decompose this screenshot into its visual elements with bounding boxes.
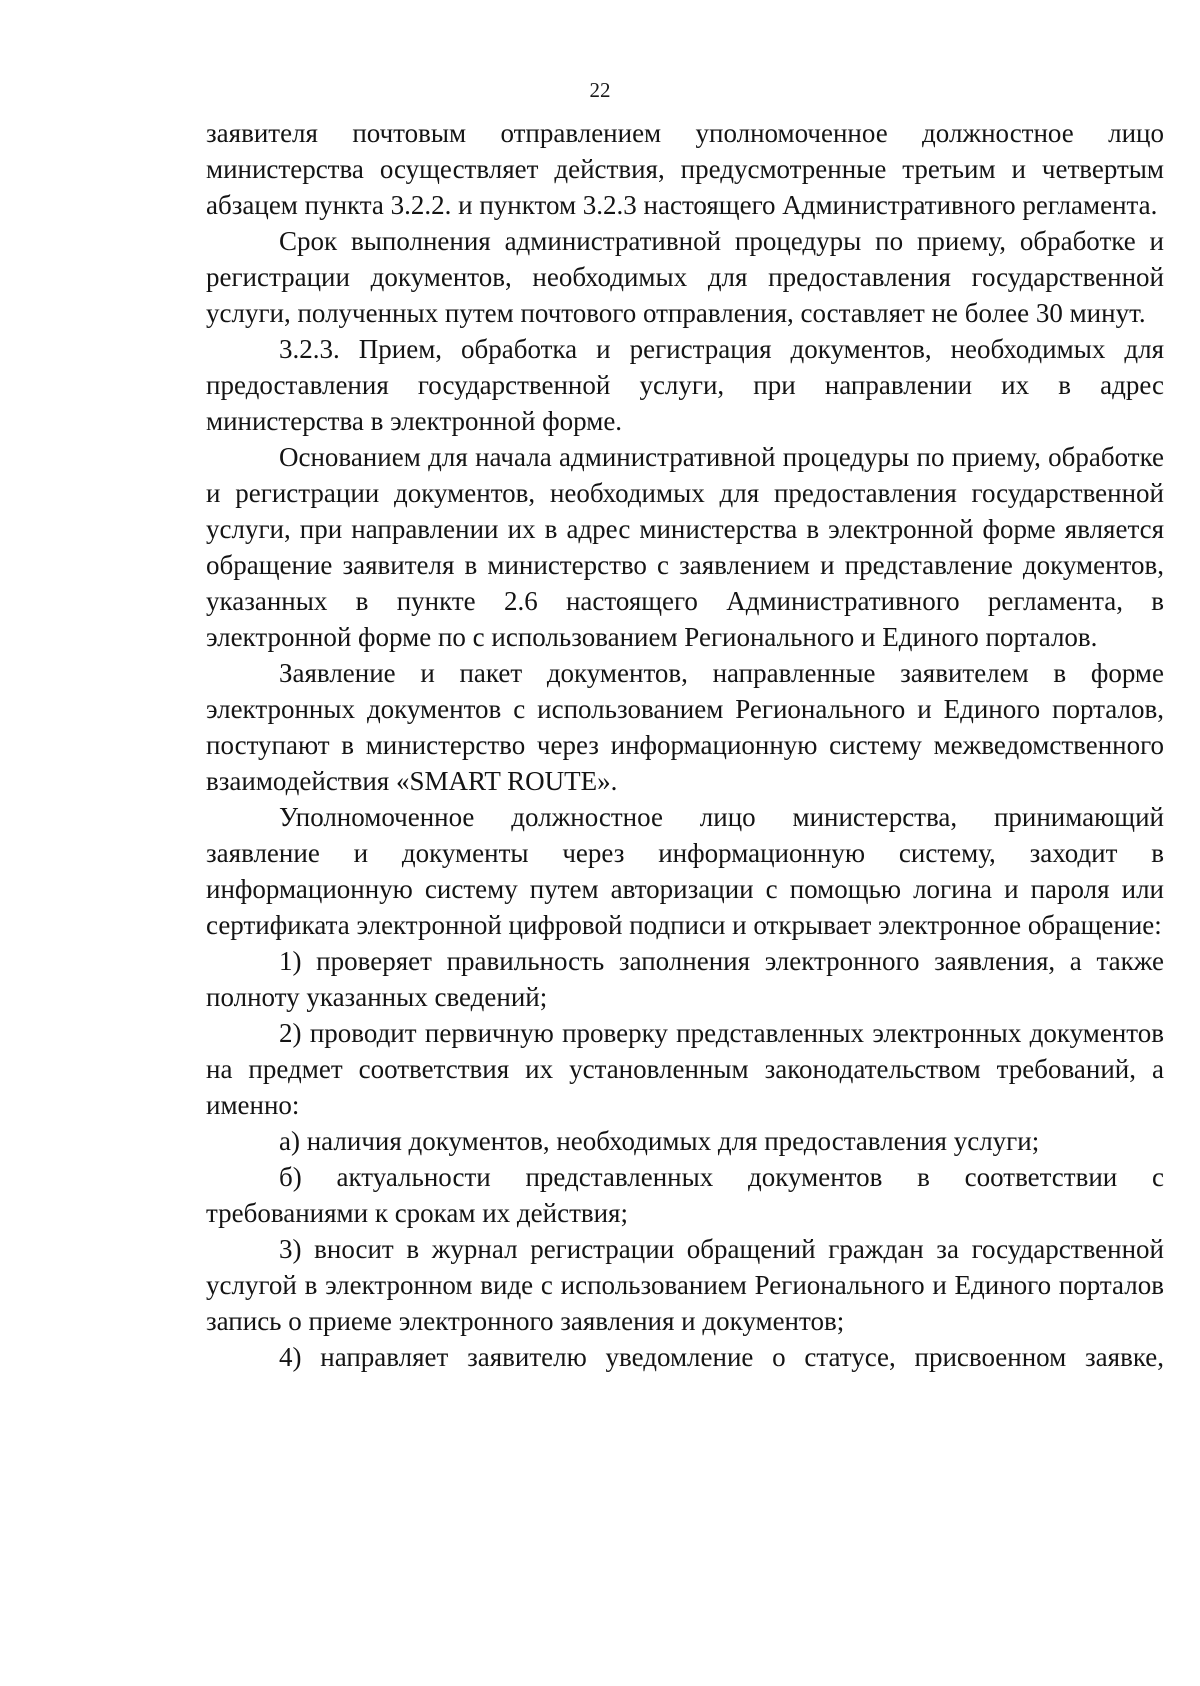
paragraph: Уполномоченное должностное лицо министерства, принимающий заявление и документы через информационную систему, заходит в информационную систему путем авторизации с помощью логина и пароля или сертификата электронной цифровой подписи и открывает электронное обращение: — [206, 802, 1164, 940]
paragraph: Заявление и пакет документов, направленные заявителем в форме электронных документов с использованием Регионального и Единого порталов, поступают в министерство через информационную систему межведомственного взаимодействия «SMART ROUTE». — [206, 658, 1164, 796]
paragraph: 1) проверяет правильность заполнения электронного заявления, а также полноту указанных сведений; — [206, 946, 1164, 1012]
page-number: 22 — [589, 78, 611, 102]
paragraph: 2) проводит первичную проверку представленных электронных документов на предмет соответствия их установленным законодательством требований, а именно: — [206, 1018, 1164, 1120]
paragraph: 3) вносит в журнал регистрации обращений граждан за государственной услугой в электронном виде с использованием Регионального и Единого порталов запись о приеме электронного заявления и документов; — [206, 1234, 1164, 1336]
paragraph: Срок выполнения административной процедуры по приему, обработке и регистрации документов, необходимых для предоставления государственной услуги, полученных путем почтового отправления, составляет не более 30 минут. — [206, 226, 1164, 328]
paragraph: 4) направляет заявителю уведомление о статусе, присвоенном заявке, — [279, 1342, 1164, 1372]
paragraph: 3.2.3. Прием, обработка и регистрация документов, необходимых для предоставления государственной услуги, при направлении их в адрес министерства в электронной форме. — [206, 334, 1164, 436]
paragraph: а) наличия документов, необходимых для предоставления услуги; — [279, 1126, 1040, 1156]
paragraph: Основанием для начала административной процедуры по приему, обработке и регистрации документов, необходимых для предоставления государственной услуги, при направлении их в адрес министерства в электронной форме является обращение заявителя в министерство с заявлением и представление документов, указанных в пункте 2.6 настоящего Административного регламента, в электронной форме по с использованием Регионального и Единого порталов. — [206, 442, 1164, 652]
paragraph: заявителя почтовым отправлением уполномоченное должностное лицо министерства осуществляет действия, предусмотренные третьим и четвертым абзацем пункта 3.2.2. и пунктом 3.2.3 настоящего Административного регламента. — [206, 118, 1164, 220]
paragraph: б) актуальности представленных документов в соответствии с требованиями к срокам их действия; — [206, 1162, 1164, 1228]
document-body — [206, 115, 1164, 1375]
